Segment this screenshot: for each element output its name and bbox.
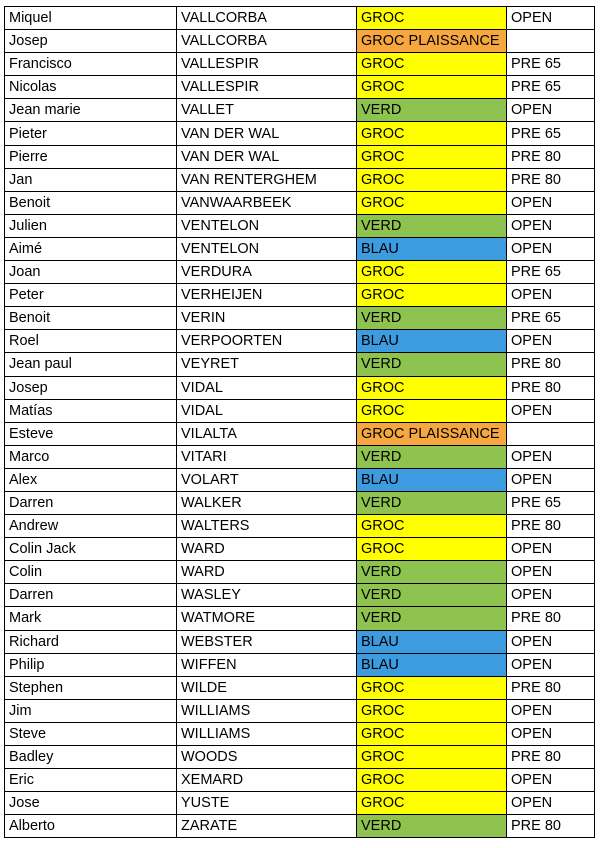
table-row bbox=[5, 815, 595, 838]
category-cell[interactable]: OPEN bbox=[507, 538, 595, 561]
table-row bbox=[5, 769, 595, 792]
first-name-cell[interactable]: Peter bbox=[5, 284, 177, 307]
last-name-cell[interactable]: WOODS bbox=[177, 746, 357, 769]
table-row bbox=[5, 53, 595, 76]
table-row bbox=[5, 584, 595, 607]
first-name-cell[interactable]: Alberto bbox=[5, 815, 177, 838]
table-row bbox=[5, 330, 595, 353]
category-cell[interactable]: PRE 80 bbox=[507, 607, 595, 630]
table-row bbox=[5, 722, 595, 745]
last-name-cell[interactable]: WASLEY bbox=[177, 584, 357, 607]
first-name-cell[interactable]: Badley bbox=[5, 746, 177, 769]
last-name-cell[interactable]: WARD bbox=[177, 561, 357, 584]
table-row bbox=[5, 353, 595, 376]
table-row bbox=[5, 445, 595, 468]
first-name-cell[interactable]: Jim bbox=[5, 699, 177, 722]
table-row bbox=[5, 237, 595, 260]
last-name-cell[interactable]: WILLIAMS bbox=[177, 699, 357, 722]
category-cell[interactable]: OPEN bbox=[507, 722, 595, 745]
category-cell[interactable]: PRE 80 bbox=[507, 145, 595, 168]
level-cell[interactable]: VERD bbox=[357, 214, 507, 237]
table-row bbox=[5, 538, 595, 561]
category-cell[interactable]: OPEN bbox=[507, 653, 595, 676]
category-cell[interactable]: PRE 80 bbox=[507, 676, 595, 699]
first-name-cell[interactable]: Miquel bbox=[5, 7, 177, 30]
last-name-cell[interactable]: WEBSTER bbox=[177, 630, 357, 653]
level-cell[interactable]: VERD bbox=[357, 307, 507, 330]
first-name-cell[interactable]: Darren bbox=[5, 584, 177, 607]
table-row bbox=[5, 422, 595, 445]
table-row bbox=[5, 168, 595, 191]
category-cell[interactable]: PRE 65 bbox=[507, 491, 595, 514]
category-cell[interactable] bbox=[507, 30, 595, 53]
level-cell[interactable]: BLAU bbox=[357, 237, 507, 260]
first-name-cell[interactable]: Matías bbox=[5, 399, 177, 422]
level-cell[interactable]: GROC bbox=[357, 53, 507, 76]
last-name-cell[interactable]: WATMORE bbox=[177, 607, 357, 630]
level-cell[interactable]: VERD bbox=[357, 353, 507, 376]
first-name-cell[interactable]: Jan bbox=[5, 168, 177, 191]
first-name-cell[interactable]: Jean marie bbox=[5, 99, 177, 122]
table-row bbox=[5, 307, 595, 330]
category-cell[interactable]: OPEN bbox=[507, 214, 595, 237]
category-cell[interactable]: PRE 80 bbox=[507, 746, 595, 769]
last-name-cell[interactable]: VENTELON bbox=[177, 214, 357, 237]
level-cell[interactable]: GROC bbox=[357, 722, 507, 745]
last-name-cell[interactable]: VERIN bbox=[177, 307, 357, 330]
table-row bbox=[5, 376, 595, 399]
first-name-cell[interactable]: Joan bbox=[5, 261, 177, 284]
table-row bbox=[5, 630, 595, 653]
level-cell[interactable]: GROC bbox=[357, 515, 507, 538]
level-cell[interactable]: VERD bbox=[357, 584, 507, 607]
first-name-cell[interactable]: Jose bbox=[5, 792, 177, 815]
table-row bbox=[5, 261, 595, 284]
last-name-cell[interactable]: VALLCORBA bbox=[177, 7, 357, 30]
first-name-cell[interactable]: Colin Jack bbox=[5, 538, 177, 561]
first-name-cell[interactable]: Esteve bbox=[5, 422, 177, 445]
last-name-cell[interactable]: VAN RENTERGHEM bbox=[177, 168, 357, 191]
level-cell[interactable]: GROC bbox=[357, 7, 507, 30]
level-cell[interactable]: BLAU bbox=[357, 653, 507, 676]
level-cell[interactable]: BLAU bbox=[357, 630, 507, 653]
last-name-cell[interactable]: VIDAL bbox=[177, 399, 357, 422]
level-cell[interactable]: VERD bbox=[357, 445, 507, 468]
first-name-cell[interactable]: Nicolas bbox=[5, 76, 177, 99]
category-cell[interactable]: PRE 80 bbox=[507, 353, 595, 376]
category-cell[interactable]: OPEN bbox=[507, 284, 595, 307]
category-cell[interactable]: OPEN bbox=[507, 561, 595, 584]
first-name-cell[interactable]: Benoit bbox=[5, 307, 177, 330]
last-name-cell[interactable]: VENTELON bbox=[177, 237, 357, 260]
level-cell[interactable]: GROC bbox=[357, 699, 507, 722]
category-cell[interactable]: OPEN bbox=[507, 630, 595, 653]
level-cell[interactable]: GROC bbox=[357, 769, 507, 792]
last-name-cell[interactable]: XEMARD bbox=[177, 769, 357, 792]
category-cell[interactable]: OPEN bbox=[507, 330, 595, 353]
level-cell[interactable]: VERD bbox=[357, 491, 507, 514]
first-name-cell[interactable]: Alex bbox=[5, 468, 177, 491]
table-row bbox=[5, 653, 595, 676]
table-row bbox=[5, 676, 595, 699]
table-row bbox=[5, 515, 595, 538]
last-name-cell[interactable]: VALLCORBA bbox=[177, 30, 357, 53]
last-name-cell[interactable]: VIDAL bbox=[177, 376, 357, 399]
level-cell[interactable]: VERD bbox=[357, 561, 507, 584]
first-name-cell[interactable]: Marco bbox=[5, 445, 177, 468]
level-cell[interactable]: GROC bbox=[357, 376, 507, 399]
first-name-cell[interactable]: Pieter bbox=[5, 122, 177, 145]
first-name-cell[interactable]: Josep bbox=[5, 376, 177, 399]
level-cell[interactable]: GROC bbox=[357, 122, 507, 145]
level-cell[interactable]: VERD bbox=[357, 815, 507, 838]
first-name-cell[interactable]: Benoit bbox=[5, 191, 177, 214]
last-name-cell[interactable]: VOLART bbox=[177, 468, 357, 491]
category-cell[interactable]: PRE 65 bbox=[507, 261, 595, 284]
table-row bbox=[5, 746, 595, 769]
category-cell[interactable]: PRE 65 bbox=[507, 76, 595, 99]
first-name-cell[interactable]: Andrew bbox=[5, 515, 177, 538]
category-cell[interactable]: OPEN bbox=[507, 792, 595, 815]
category-cell[interactable]: OPEN bbox=[507, 7, 595, 30]
last-name-cell[interactable]: VANWAARBEEK bbox=[177, 191, 357, 214]
last-name-cell[interactable]: VITARI bbox=[177, 445, 357, 468]
last-name-cell[interactable]: WIFFEN bbox=[177, 653, 357, 676]
last-name-cell[interactable]: WARD bbox=[177, 538, 357, 561]
last-name-cell[interactable]: WALKER bbox=[177, 491, 357, 514]
level-cell[interactable]: VERD bbox=[357, 607, 507, 630]
last-name-cell[interactable]: VERPOORTEN bbox=[177, 330, 357, 353]
participants-table bbox=[4, 6, 595, 838]
last-name-cell[interactable]: VERHEIJEN bbox=[177, 284, 357, 307]
last-name-cell[interactable]: VALLESPIR bbox=[177, 53, 357, 76]
level-cell[interactable]: GROC bbox=[357, 76, 507, 99]
category-cell[interactable] bbox=[507, 422, 595, 445]
table-row bbox=[5, 145, 595, 168]
first-name-cell[interactable]: Steve bbox=[5, 722, 177, 745]
first-name-cell[interactable]: Colin bbox=[5, 561, 177, 584]
category-cell[interactable]: PRE 65 bbox=[507, 53, 595, 76]
category-cell[interactable]: OPEN bbox=[507, 769, 595, 792]
last-name-cell[interactable]: VAN DER WAL bbox=[177, 145, 357, 168]
first-name-cell[interactable]: Stephen bbox=[5, 676, 177, 699]
last-name-cell[interactable]: VAN DER WAL bbox=[177, 122, 357, 145]
last-name-cell[interactable]: VILALTA bbox=[177, 422, 357, 445]
first-name-cell[interactable]: Francisco bbox=[5, 53, 177, 76]
table-row bbox=[5, 214, 595, 237]
first-name-cell[interactable]: Philip bbox=[5, 653, 177, 676]
table-row bbox=[5, 468, 595, 491]
category-cell[interactable]: OPEN bbox=[507, 699, 595, 722]
participants-table-body bbox=[5, 7, 595, 838]
level-cell[interactable]: GROC bbox=[357, 261, 507, 284]
category-cell[interactable]: PRE 80 bbox=[507, 815, 595, 838]
level-cell[interactable]: GROC PLAISSANCE bbox=[357, 422, 507, 445]
level-cell[interactable]: BLAU bbox=[357, 330, 507, 353]
level-cell[interactable]: GROC bbox=[357, 792, 507, 815]
level-cell[interactable]: GROC PLAISSANCE bbox=[357, 30, 507, 53]
table-row bbox=[5, 607, 595, 630]
table-row bbox=[5, 122, 595, 145]
table-row bbox=[5, 284, 595, 307]
level-cell[interactable]: GROC bbox=[357, 746, 507, 769]
level-cell[interactable]: BLAU bbox=[357, 468, 507, 491]
last-name-cell[interactable]: YUSTE bbox=[177, 792, 357, 815]
category-cell[interactable]: PRE 65 bbox=[507, 307, 595, 330]
level-cell[interactable]: GROC bbox=[357, 399, 507, 422]
level-cell[interactable]: GROC bbox=[357, 168, 507, 191]
last-name-cell[interactable]: VALLET bbox=[177, 99, 357, 122]
first-name-cell[interactable]: Josep bbox=[5, 30, 177, 53]
first-name-cell[interactable]: Richard bbox=[5, 630, 177, 653]
category-cell[interactable]: PRE 80 bbox=[507, 168, 595, 191]
category-cell[interactable]: PRE 80 bbox=[507, 376, 595, 399]
first-name-cell[interactable]: Roel bbox=[5, 330, 177, 353]
category-cell[interactable]: PRE 65 bbox=[507, 122, 595, 145]
category-cell[interactable]: OPEN bbox=[507, 99, 595, 122]
first-name-cell[interactable]: Mark bbox=[5, 607, 177, 630]
table-row bbox=[5, 792, 595, 815]
level-cell[interactable]: GROC bbox=[357, 284, 507, 307]
category-cell[interactable]: OPEN bbox=[507, 237, 595, 260]
first-name-cell[interactable]: Darren bbox=[5, 491, 177, 514]
table-row bbox=[5, 491, 595, 514]
level-cell[interactable]: GROC bbox=[357, 191, 507, 214]
last-name-cell[interactable]: VEYRET bbox=[177, 353, 357, 376]
table-row bbox=[5, 561, 595, 584]
category-cell[interactable]: OPEN bbox=[507, 445, 595, 468]
first-name-cell[interactable]: Eric bbox=[5, 769, 177, 792]
last-name-cell[interactable]: WILDE bbox=[177, 676, 357, 699]
first-name-cell[interactable]: Julien bbox=[5, 214, 177, 237]
level-cell[interactable]: GROC bbox=[357, 676, 507, 699]
level-cell[interactable]: GROC bbox=[357, 538, 507, 561]
category-cell[interactable]: OPEN bbox=[507, 468, 595, 491]
table-row bbox=[5, 191, 595, 214]
category-cell[interactable]: OPEN bbox=[507, 584, 595, 607]
category-cell[interactable]: OPEN bbox=[507, 191, 595, 214]
last-name-cell[interactable]: VERDURA bbox=[177, 261, 357, 284]
level-cell[interactable]: GROC bbox=[357, 145, 507, 168]
first-name-cell[interactable]: Aimé bbox=[5, 237, 177, 260]
table-row bbox=[5, 76, 595, 99]
table-row bbox=[5, 399, 595, 422]
category-cell[interactable]: PRE 80 bbox=[507, 515, 595, 538]
table-row bbox=[5, 7, 595, 30]
first-name-cell[interactable]: Pierre bbox=[5, 145, 177, 168]
first-name-cell[interactable]: Jean paul bbox=[5, 353, 177, 376]
category-cell[interactable]: OPEN bbox=[507, 399, 595, 422]
last-name-cell[interactable]: WALTERS bbox=[177, 515, 357, 538]
last-name-cell[interactable]: VALLESPIR bbox=[177, 76, 357, 99]
last-name-cell[interactable]: ZARATE bbox=[177, 815, 357, 838]
table-row bbox=[5, 30, 595, 53]
table-row bbox=[5, 99, 595, 122]
last-name-cell[interactable]: WILLIAMS bbox=[177, 722, 357, 745]
table-row bbox=[5, 699, 595, 722]
level-cell[interactable]: VERD bbox=[357, 99, 507, 122]
